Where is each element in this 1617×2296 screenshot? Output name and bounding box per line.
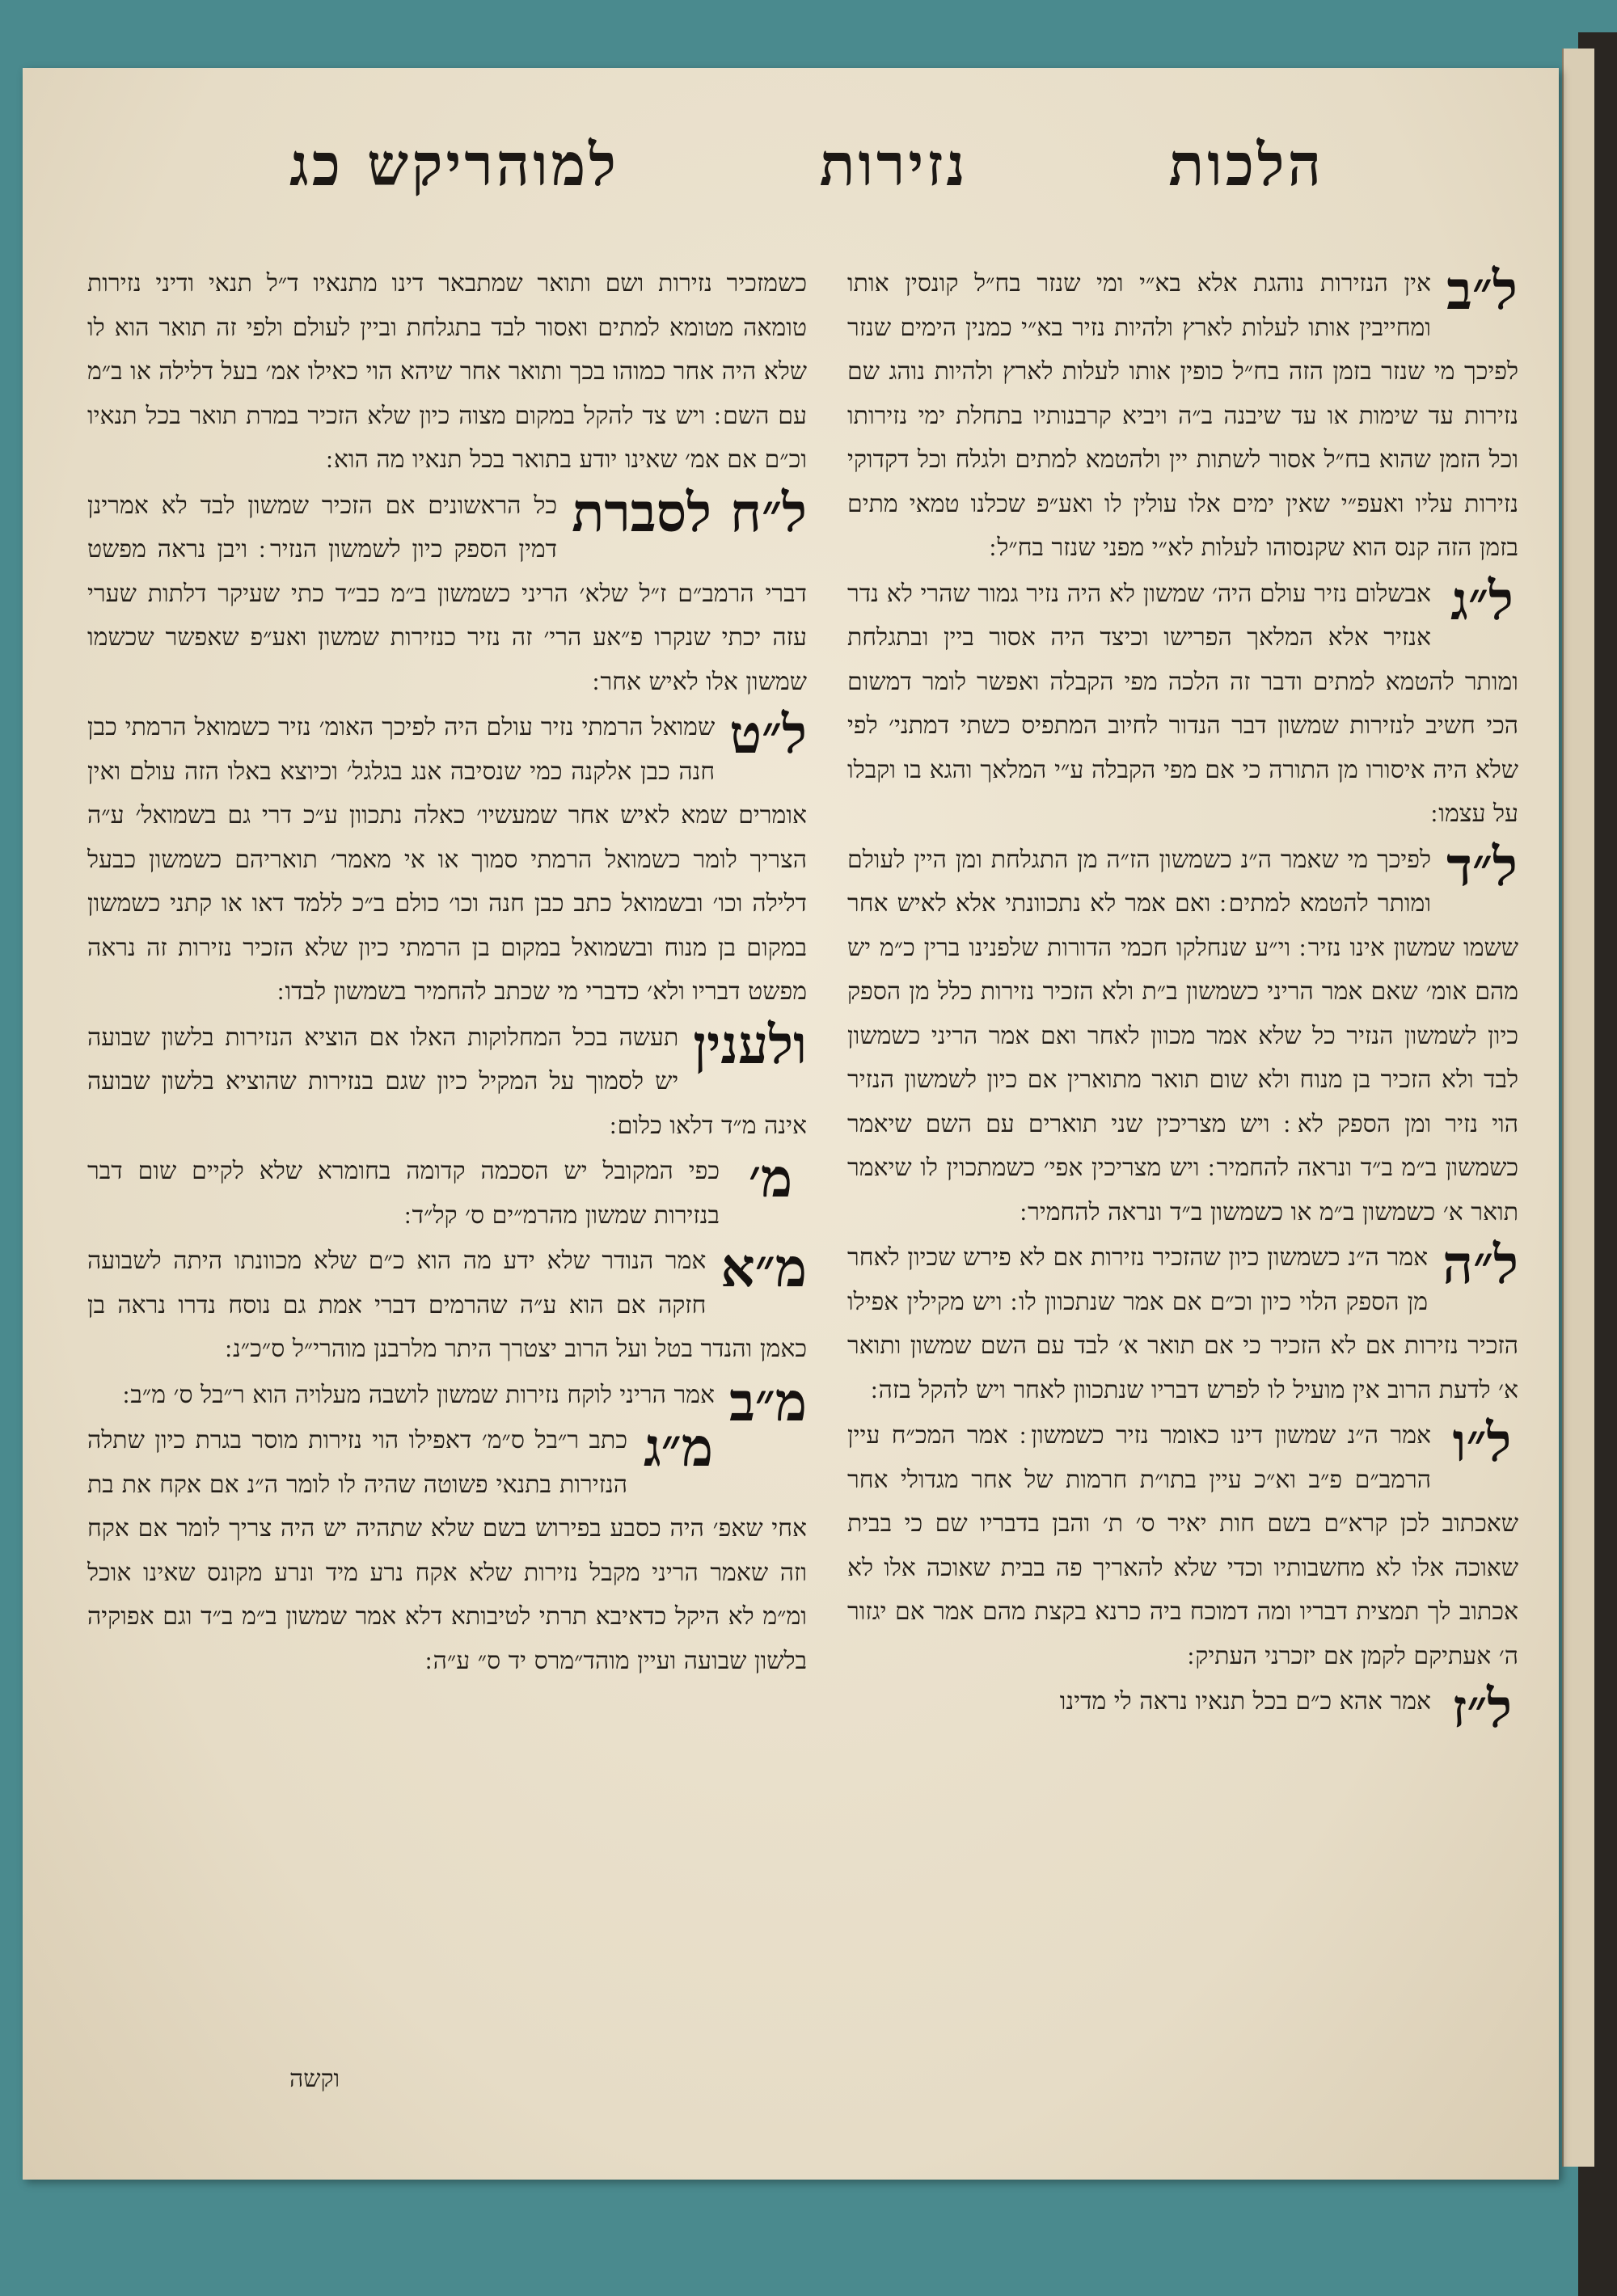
section-marker: מ״ב (728, 1370, 807, 1433)
section-text: כשמזכיר נזירות ושם ותואר שמתבאר דינו מתנאיו ד״ל תנאי ודיני נזירות טומאה מטומא למתים ואסור לבד בתגלחת וביין לעולם ולפי זה תואר הוא לו שלא היה אחר כמוהו בכך ותואר אחר שיהא הוי כאילו אמ׳ בעל דלילה או ב״מ עם השם ׃ ויש צד להקל במקום מצוה כיון שלא הזכיר במרת תואר בכל תנאיו וכ״ם אם אמ׳ שאינו יודע בתואר בכל תנאיו מה הוא ׃ (87, 269, 807, 474)
section (847, 568, 1518, 837)
section-marker: ל״ד (1446, 834, 1518, 898)
catchword: וקשה (289, 2065, 340, 2093)
section-text: כתב ר״בל ס״מ׳ דאפילו הוי נזירות מוסר בגרת כיון שתלה הנזירות בתנאי פשוטה שהיה לו לומר ה״נ אם אקח את בת אחי שאפ׳ היה כסבע בפירוש בשם שלא שתהיה יש היה צריך לומר אם אקח וזה שאמר הריני מקבל נזירות שלא אקח נרע מיד ונרע מקונס שאינו אוכל ומ״מ לא היקל כדאיבא תרתי לטיבותא דלא אמר שמשון ב״מ ב״ד וגם אפוקיה בלשון שבועה ועיין מוהד״מרס יד ס״ ע״ה ׃ (87, 1426, 807, 1675)
section-text: כפי המקובל יש הסכמה קדומה בחומרא שלא לקיים שום דבר בנזירות שמשון מהרמ״ים ס׳ קל״ד ׃ (87, 1157, 720, 1230)
section-marker: מ״א (720, 1236, 807, 1299)
section-text: לפיכך מי שאמר ה״נ כשמשון הז״ה מן התגלחת ומן היין לעולם ומותר להטמא למתים ׃ ואם אמר לא נתכוונתי אלא לאיש אחר ששמו שמשון אינו נזיר ׃ וי״ע שנחלקו חכמי הדורות שלפנינו ברין כ״מ יש מהם אומ׳ שאם אמר הריני כשמשון ב״ת ולא הזכיר נזירות כלל מן הספק כיון לשמשון הנזיר כל שלא אמר מכוון לאחר ואם אמר הריני כשמשון לבד ולא הזכיר בן מנוח ולא שום תואר מתוארין אם כיון לשמשון הנזיר הוי נזיר ומן הספק לא ׃ ויש מצריכין שני תוארים עם השם שיאמר כשמשון ב״מ ב״ד ונראה להחמיר ׃ ויש מצריכין אפי׳ כשמתכוין לו שיאמר תואר א׳ כשמשון ב״מ או כשמשון ב״ד ונראה להחמיר ׃ (847, 845, 1518, 1226)
section-marker: מ׳ (748, 1146, 793, 1209)
section (847, 1677, 1518, 1740)
page-header (289, 125, 1324, 205)
section (87, 1370, 807, 1433)
section-text: אמר הנודר שלא ידע מה הוא כ״ם שלא מכוונתו היתה לשבועה חזקה אם הוא ע״ה שהרמים דברי אמת גם נוסח נדרו נראה בן כאמן והנדר בטל ועל הרוב יצטרך היתר מלרבנן מוהרי״ל ס״כ״נ ׃ (87, 1247, 807, 1363)
left-column (87, 262, 807, 2129)
section-marker: מ״ג (643, 1416, 713, 1479)
section-text: כל הראשונים אם הזכיר שמשון לבד לא אמרינן דמין הספק כיון לשמשון הנזיר ׃ ויבן נראה מפשט דברי הרמב״ם ז״ל שלא׳ הריני כשמשון ב״מ כב״ד כתי שעיקר דלתות שערי עזה יכתי שנקרו פ״אע הרי׳ זה נזיר כנזירות שמשון ואע״פ שאפשר שכשמו שמשון אלו לאיש אחר ׃ (87, 491, 807, 696)
section-text: אמר ה״נ שמשון דינו כאומר נזיר כשמשון ׃ אמר המכ״ח עיין הרמב״ם פ״ב וא״כ עיין בתו״ת חרמות של אחר מגדולי אחר שאכתוב לכן קרא״ם בשם חות יאיר ס׳ ת׳ והבן בדבריו שם כי בבית שאוכה אלו לא מחשבותיו וכדי שלא להאריך פה בבית שאוכה אלו לא אכתוב לך תמצית דבריו ומה דמוכח ביה כרנא בקצת מהם אמר אם יגזור ה׳ אעתיקם לקמן אם יזכרני העתיק ׃ (847, 1421, 1518, 1670)
section (847, 1411, 1518, 1678)
header-middle: נזירות (819, 130, 969, 199)
section-text: תעשה בכל המחלוקות האלו אם הוציא הנזירות בלשון שבועה יש לסמוך על המקיל כיון שגם בנזירות שהוציא בלשון שבועה אינה מ״ד דלאו כלום ׃ (87, 1023, 807, 1140)
section (87, 1236, 807, 1372)
section-text: אמר ה״נ כשמשון כיון שהזכיר נזירות אם לא פירש שכיון לאחר מן הספק הלוי כיון וכ״ם אם אמר שנתכוון לו ׃ ויש מקילין אפילו הזכיר נזירות אם לא הזכיר כי אם תואר א׳ לבד עם השם שמשון ותואר א׳ לדעת הרוב אין מועיל לו לפרש דבריו שנתכוון לאחר ויש להקל בזה ׃ (847, 1243, 1518, 1404)
section-marker: ולענין (693, 1012, 807, 1076)
section (87, 1146, 807, 1238)
section (87, 480, 807, 705)
section-marker: ל״ה (1442, 1233, 1518, 1296)
section (87, 1012, 807, 1149)
section-text: אבשלום נזיר עולם היה׳ שמשון לא היה נזיר גמור שהרי לא נדר אנזיר אלא המלאך הפרישו וכיצד היה אסור ביין ובתגלחת ומותר להטמא למתים ודבר זה הלכה מפי הקבלה ואפשר לומר דמשום הכי חשיב לנזירות שמשון דבר הנדור לחיוב המתפיס כשתי דמתני׳ לפי שלא היה איסורו מן התורה כי אם מפי הקבלה ע״י המלאך והגא בו וקבלו על עצמו ׃ (847, 579, 1518, 828)
header-left: למוהריקש כג (289, 130, 619, 199)
right-column (847, 262, 1518, 2129)
section-marker: ל״ט (729, 703, 807, 766)
section-text: אין הנזירות נוהגת אלא בא״י ומי שנזר בח״ל קונסין אותו ומחייבין אותו לעלות לארץ ולהיות נזיר בא״י כמנין הימים שנזר לפיכך מי שנזר בזמן הזה בח״ל כופין אותו לעלות לארץ ולהיות נוהג שם נזירות עד שימות או עד שיבנה ב״ה ויביא קרבנותיו בתחלת ימי נזירותו וכל הזמן שהוא בח״ל אסור לשתות יין ולהטמא למתים ולגלח וכל דקדוקי נזירות עליו ואעפ״י שאין ימים אלו עולין לו ואע״פ שכלנו טמאי מתים בזמן הזה קנס הוא שקנסוהו לעלות לא״י מפני שנזר בח״ל ׃ (847, 269, 1518, 562)
section-text: אמר הריני לוקח נזירות שמשון לושבה מעלויה הוא ר״בל ס׳ מ״ב ׃ (122, 1380, 715, 1409)
section-marker: ל״ז (1451, 1677, 1513, 1740)
section (87, 703, 807, 1015)
section (87, 262, 807, 483)
header-right: הלכות (1168, 130, 1324, 199)
next-page-edge (1562, 49, 1594, 2167)
book-page (23, 68, 1559, 2180)
section-text: שמואל הרמתי נזיר עולם היה לפיכך האומ׳ נזיר כשמואל הרמתי כבן חנה כבן אלקנה כמי שנסיבה אנג בגלגל׳ וכיוצא באלו הזה עולם ואין אומרים שמא לאיש אחר שמעשיו׳ כאלה נתכוון ע״כ דרי גם בשמואל׳ ע״ה הצריך לומר כשמואל הרמתי סמוך או אי מאמר׳ תואריהם כשמשון כבעל דלילה וכו׳ ובשמואל כתב כבן חנה וכו׳ כולם ב״כ ללמד דאו או קתני כשמשון במקום בן מנוח ובשמואל במקום בן הרמתי כיון שלא הזכיר נזירות זה נראה מפשט דבריו ולא׳ כדברי מי שכתב להחמיר בשמשון לבדו ׃ (87, 713, 807, 1006)
section-text: אמר אהא כ״ם בכל תנאיו נראה לי מדינו (1059, 1687, 1431, 1716)
section-marker: ל״ג (1450, 568, 1514, 632)
section (847, 262, 1518, 571)
section-marker: ל״ח לסברת (572, 480, 807, 544)
section-marker: ל״ו (1452, 1411, 1512, 1474)
section (847, 834, 1518, 1235)
section (87, 1416, 807, 1683)
section-marker: ל״ב (1446, 262, 1518, 322)
section (847, 1233, 1518, 1412)
